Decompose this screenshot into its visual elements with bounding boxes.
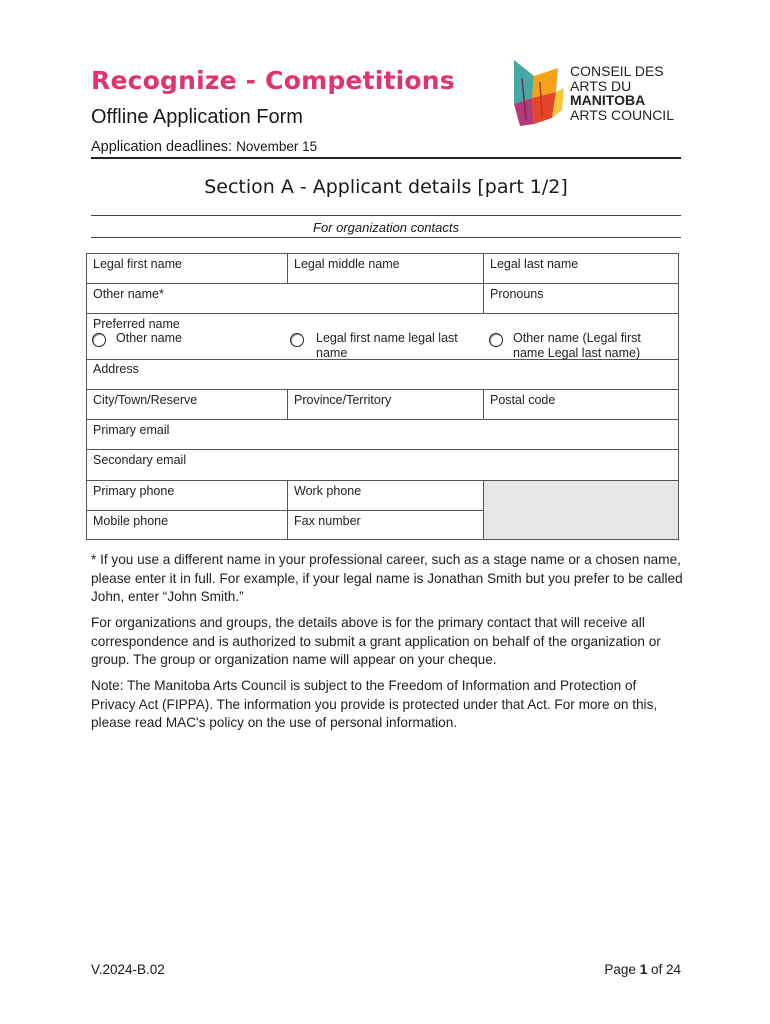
note-fippa: Note: The Manitoba Arts Council is subject to the Freedom of Information and Protection of Privacy Act (FIPPA). The information you provide is protected under that Act. For more on this, please read MAC's policy on the use of personal information. [91,678,658,730]
subheading-rule-top [91,215,681,216]
page-indicator [560,962,681,977]
legal-first-name-label: Legal first name [93,257,182,271]
postal-code-field[interactable] [483,389,679,420]
province-label: Province/Territory [294,393,392,407]
deadline-value: November 15 [236,139,318,154]
city-label: City/Town/Reserve [93,393,198,407]
secondary-email-label: Secondary email [93,453,187,467]
legal-middle-name-label: Legal middle name [294,257,400,271]
radio-legal-name-label: Legal first name legal last name [316,331,458,360]
fax-number-field[interactable] [287,510,484,540]
subheading-rule-bottom [91,237,681,238]
mobile-phone-field[interactable] [86,510,288,540]
secondary-email-field[interactable] [86,449,679,481]
work-phone-field[interactable] [287,480,484,511]
arts-council-logo [512,58,682,128]
form-subtitle: Offline Application Form [91,106,303,128]
radio-other-name-label: Other name [116,331,183,345]
header-divider [91,157,681,159]
page-total: of 24 [650,962,681,977]
radio-other-name[interactable] [92,333,106,347]
pronouns-field[interactable] [483,283,679,314]
legal-middle-name-field[interactable] [287,253,484,284]
mobile-phone-label: Mobile phone [93,514,169,528]
other-name-field[interactable] [86,283,484,314]
logo-mark-icon [512,58,566,128]
logo-line-3: MANITOBA [570,92,646,108]
primary-email-label: Primary email [93,423,170,437]
legal-first-name-field[interactable] [86,253,288,284]
postal-code-label: Postal code [490,393,556,407]
blank-shaded-cell [483,480,679,540]
note-other-name: * If you use a different name in your professional career, such as a stage name or a chosen name, please enter it in full. For example, if your legal name is Jonathan Smith but you prefer to be called John, enter “John Smith.” [91,552,683,604]
work-phone-label: Work phone [294,484,362,498]
fax-number-label: Fax number [294,514,361,528]
address-field[interactable] [86,359,679,390]
preferred-name-label: Preferred name [93,317,180,331]
page-number: 1 [639,962,648,977]
primary-email-field[interactable] [86,419,679,450]
section-title: Section A - Applicant details [part 1/2] [204,176,568,198]
radio-other-legal-name-label: Other name (Legal first name Legal last name) [513,331,641,360]
primary-phone-field[interactable] [86,480,288,511]
city-field[interactable] [86,389,288,420]
version-label: V.2024-B.02 [91,962,165,977]
legal-last-name-field[interactable] [483,253,679,284]
logo-line-1: CONSEIL DES [570,63,664,79]
page-label: Page [604,962,636,977]
note-organizations: For organizations and groups, the details above is for the primary contact that will receive all correspondence and is authorized to submit a grant application on behalf of the organization or group. The group or organization name will appear on your cheque. [91,615,661,667]
deadline-line [91,139,317,155]
radio-other-legal-name[interactable] [489,333,503,347]
radio-legal-name[interactable] [290,333,304,347]
section-subheading: For organization contacts [313,220,459,235]
logo-line-4: ARTS COUNCIL [570,106,674,123]
address-label: Address [93,362,139,376]
pronouns-label: Pronouns [490,287,544,301]
legal-last-name-label: Legal last name [490,257,579,271]
primary-phone-label: Primary phone [93,484,175,498]
province-field[interactable] [287,389,484,420]
logo-line-2: ARTS DU [570,77,632,94]
other-name-label: Other name* [93,287,164,301]
deadline-label: Application deadlines: [91,139,233,155]
form-title: Recognize - Competitions [91,66,455,95]
